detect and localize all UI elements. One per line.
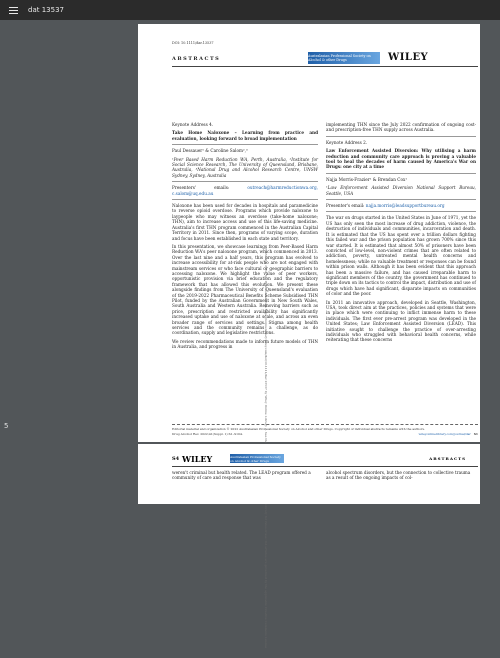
header-rule [172,66,478,67]
left-column-text: weren't criminal but health related. The LEAD program offered a community of care and response that was [172,470,311,481]
presenters-label: Presenters' emails: [172,185,230,191]
divider [326,173,476,174]
menu-icon[interactable] [4,0,22,20]
wiley-logo: WILEY [182,454,213,464]
authors: Najja Morris-Frazier¹ & Brendan Cox¹ [326,176,408,182]
paragraph: Naloxone has been used for decades in hospitals and paramedicine to reverse opioid overdose. Programs which provide naloxone to laypeople who may witness an overdose (take-home naloxone; THN), aim to increase access and use of this life-saving medicine. Australia's first THN program commenced in the Australian Capital Territory in 2011. Since then, programs of varying scope, duration and focus have been established in each state and territory. [172,203,318,241]
right-column [326,122,476,346]
wiley-logo: WILEY [388,52,429,63]
download-sidebar [472,48,478,466]
footer-page-number: S1 [473,432,478,436]
journal-citation: Drug Alcohol Rev. 2022;41(Suppl. 1):S1–S104. [172,432,243,436]
viewer-toolbar [0,0,500,20]
footer-rule [172,424,478,425]
divider [172,144,318,145]
divider [326,211,476,212]
doi-text: DOI: 10.1111/dar.13537 [172,41,214,45]
keynote-label: Keynote Address 4. [172,122,214,127]
society-banner: Australasian Professional Society on Alcohol & other Drugs [308,52,380,64]
divider [172,181,318,182]
paragraph: We review recommendations made to inform future models of THN in Australia, and progress in [172,338,318,350]
divider [172,199,318,200]
pdf-page [138,24,480,442]
right-column-text: alcohol spectrum disorders, but the connection to collective trauma as a result of the ongoing impacts of col- [326,470,471,481]
paragraph: In this presentation, we showcase learnings from Peer-Based Harm Reduction WA's peer naloxone program, which commenced in 2013. Over the last nine and a half years, this program has evolved to increase accessibility for at-risk people who are not engaged with mainstream services or who face cultural or geographic barriers to accessing naloxone. We highlight the value of peer workers, opportunistic provision via brief education and the regulatory framework that has allowed this evolution. We present these alongside findings from The University of Queensland's evaluation of the 2019-2022 Pharmaceutical Benefits Scheme Subsidised THN Pilot, funded by the Australian Government in New South Wales, South Australia and Western Australia. Removing barriers such as price, prescription and restricted availability has significantly increased uptake and use of naloxone at scale, and across an even broader range of services and settings. Stigma among health services and the community remains a challenge, as do coordination, supply and legislative restrictions. [172,243,318,336]
society-banner: Australasian Professional Society on Alcohol & other Drugs [230,454,284,463]
page-number-indicator: 5 [4,422,9,430]
abstract-title: Law Enforcement Assisted Diversion: Why utilising a harm reduction and community care approach is proving a valuable tool to heal the decades of harm caused by America's War on Drugs: one city at a time [326,148,476,170]
section-heading: ABSTRACTS [429,456,466,461]
affiliations: ¹Law Enforcement Assisted Diversion National Support Bureau, Seattle, USA [326,185,476,196]
pdf-page-next [138,444,480,504]
section-heading: ABSTRACTS [172,56,221,62]
paragraph: implementing THN since the July 2022 confirmation of ongoing cost- and prescription-free THN supply across Australia. [326,122,476,133]
paragraph: In 2011 an innovative approach, developed in Seattle, Washington, USA, took direct aim at the practices, policies and systems that were in place which were continuing to inflict immense harm to these individuals. The first ever pre-arrest program was developed in the United States; Law Enforcement Assisted Diversion (LEAD). This initiative sought to challenge the practice of over-arresting individuals who struggled with behavioral health concerns, while reiterating that these concerns [326,299,476,343]
affiliations: ¹Peer Based Harm Reduction WA, Perth, Australia, ²Institute for Social Science Research, The University of Queensland, Brisbane, Australia, ³National Drug and Alcohol Research Centre, UNSW Sydney, Sydney, Australia [172,156,318,178]
divider [326,136,476,137]
document-title: dat 13537 [28,6,64,14]
abstract-title: Take Home Naloxone – Learning from practice and evaluation, looking forward to broad implementation [172,130,318,141]
divider [326,199,476,200]
presenters-email-link[interactable]: outreach@harmreductionwa.org, c.salom@uq.edu.au [172,185,318,196]
copyright-note: Editorial material and organization © 2022 Australasian Professional Society on Alcohol and other Drugs. Copyright of individual abstracts remains with the authors. [172,427,425,431]
authors: Paul Dessauer¹ & Caroline Salom²,³ [172,148,248,154]
left-column [172,122,318,353]
page-number: S4 [172,456,180,462]
header-rule [172,466,478,467]
paragraph: The war on drugs started in the United States in June of 1971, yet the US has only seen the most increase of drug addiction, violence, the destruction of individuals and communities, incarceration and death. It is estimated that the US has spent over a trillion dollars fighting this failed war and the prison population has grown 700% since this war started. It is estimated that almost 50% of prisoners have been convicted of low-level, non-violent crimes that are often related to addiction, poverty, untreated mental health concerns and homelessness; while no valuable treatment or responses can be found within prison walls. Although it has been evident that this approach has been a massive failure, and has caused irreparable harm to significant members of the country, the government has continued to triple down on its tactics to control the impact, distribution and use of drugs which have had significant, disparate impacts on communities of color and the poor. [326,215,476,297]
presenter-label: Presenter's email: [326,203,365,209]
journal-url-link[interactable]: wileyonlinelibrary.com/journal/dar [418,432,471,436]
keynote-label: Keynote Address 2. [326,139,368,145]
presenter-email-link[interactable]: najja.morris@leadsupportbureau.org [365,203,445,209]
journal-footer [172,432,478,436]
